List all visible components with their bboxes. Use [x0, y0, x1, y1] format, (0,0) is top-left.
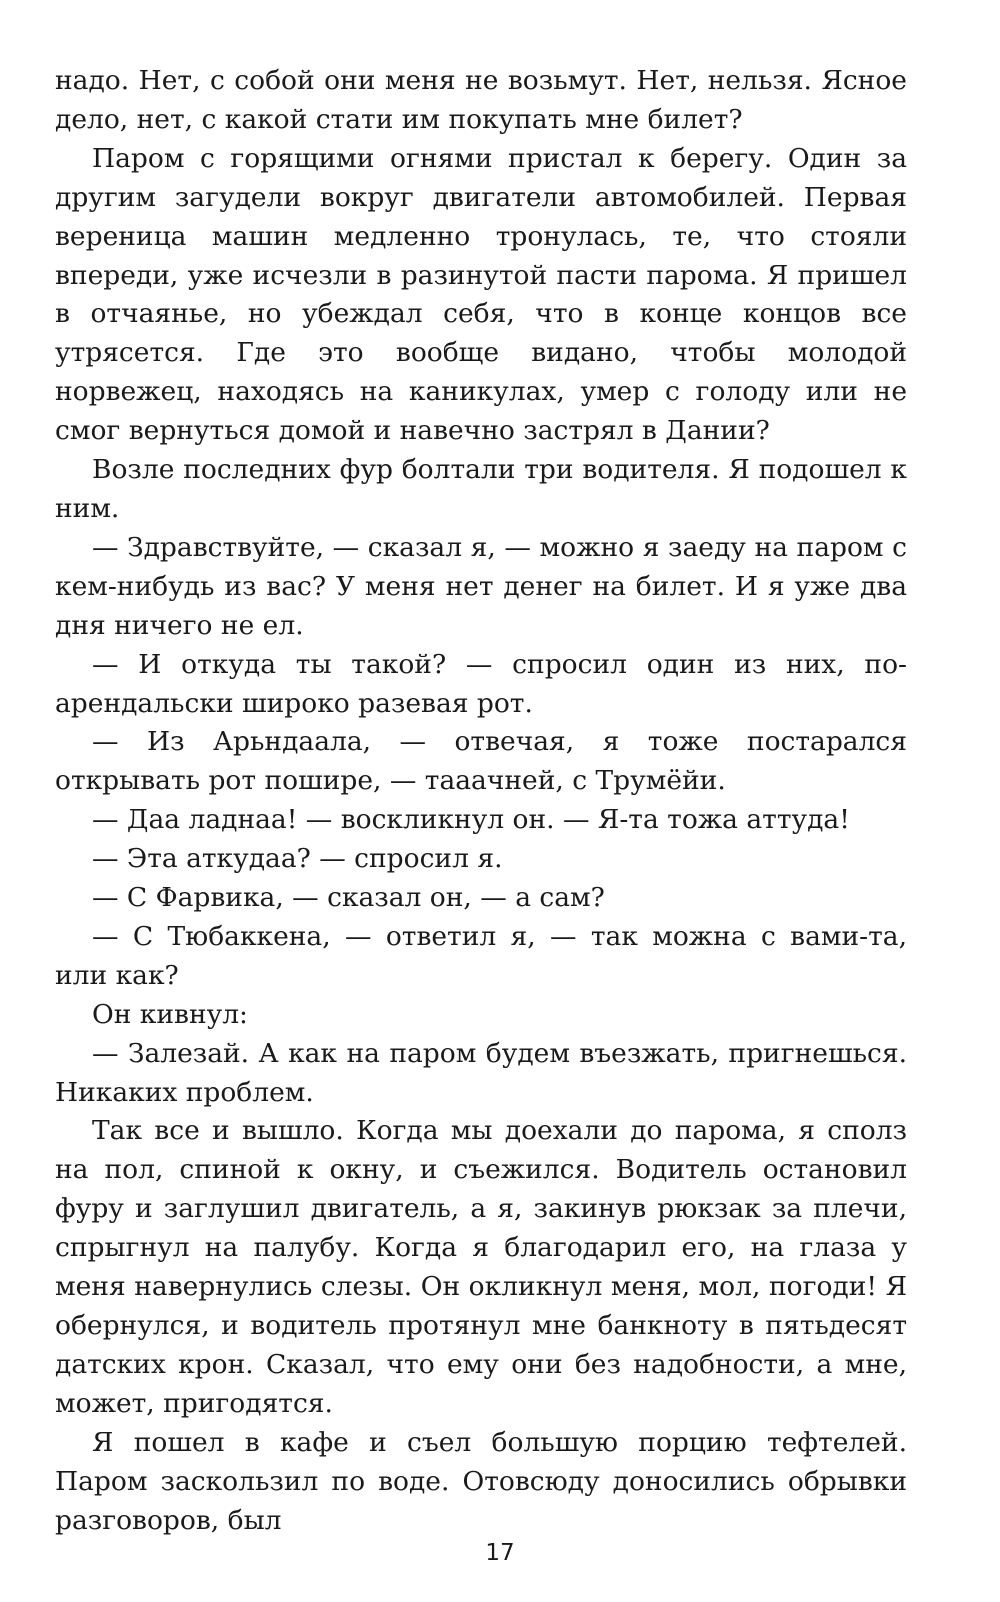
dialogue-line: — С Фарвика, — сказал он, — а сам?	[92, 882, 605, 914]
paragraph: Я пошел в кафе и съел большую порцию тефтелей. Паром заскользил по воде. Отовсюду доносились обрывки разговоров, был	[55, 1426, 907, 1536]
page-number: 17	[485, 1540, 515, 1566]
dialogue-line: — С Тюбаккена, — ответил я, — так можна с вами-та, или как?	[55, 920, 907, 991]
dialogue-line: — Из Арьндаала, — отвечая, я тоже постарался открывать рот пошире, — тааачней, с Трумёйи.	[55, 726, 907, 797]
paragraph: Паром с горящими огнями пристал к берегу. Один за другим загудели вокруг двигатели автомобилей. Первая вереница машин медленно тронулась, те, что стояли впереди, уже исчезли в разинутой пасти парома. Я пришел в отчаянье, но убеждал себя, что в конце концов все утрясется. Где это вообще видано, чтобы молодой норвежец, находясь на каникулах, умер с голоду или не смог вернуться домой и навечно застрял в Дании?	[55, 142, 907, 447]
paragraph: Возле последних фур болтали три водителя. Я подошел к ним.	[55, 454, 907, 524]
dialogue-line: — Здравствуйте, — сказал я, — можно я заеду на паром с кем-нибудь из вас? У меня нет денег на билет. И я уже два дня ничего не ел.	[55, 531, 907, 641]
dialogue-line: — Эта аткудаа? — спросил я.	[92, 843, 503, 875]
dialogue-line: — Залезай. А как на паром будем въезжать, пригнешься. Никаких проблем.	[55, 1037, 907, 1108]
paragraph: Так все и вышло. Когда мы доехали до парома, я сполз на пол, спиной к окну, и съежился. Водитель остановил фуру и заглушил двигатель, а я, закинув рюкзак за плечи, спрыгнул на палубу. Когда я благодарил его, на глаза у меня навернулись слезы. Он окликнул меня, мол, погоди! Я обернулся, и водитель протянул мне банкноту в пятьдесят датских крон. Сказал, что ему они без надобности, а мне, может, пригодятся.	[55, 1115, 907, 1419]
paragraph: Он кивнул:	[92, 998, 248, 1030]
dialogue-line: — Даа ладнаа! — воскликнул он. — Я-та тожа аттуда!	[92, 804, 850, 836]
paragraph: надо. Нет, с собой они меня не возьмут. Нет, нельзя. Ясное дело, нет, с какой стати им покупать мне билет?	[55, 65, 907, 135]
dialogue-line: — И откуда ты такой? — спросил один из них, по-арендальски широко разевая рот.	[55, 648, 907, 719]
book-page-text	[55, 62, 907, 1540]
